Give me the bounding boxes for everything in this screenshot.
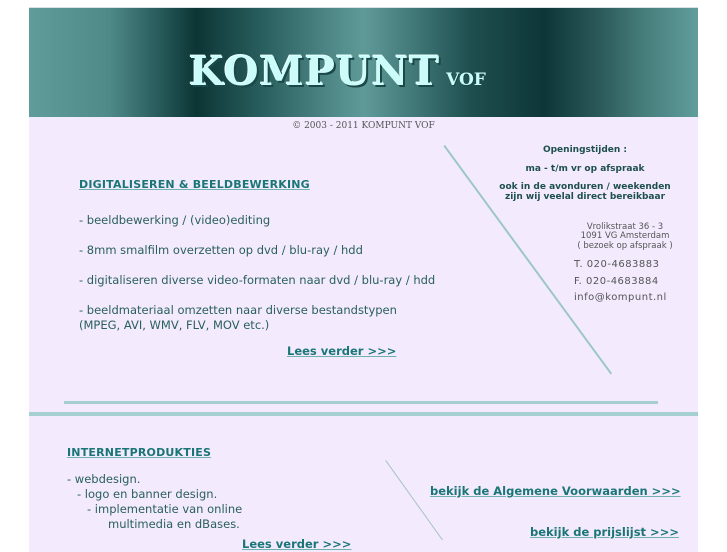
page-container	[29, 7, 698, 552]
address-street: Vrolikstraat 36 - 3	[586, 222, 664, 232]
fax-number: F. 020-4683884	[574, 276, 659, 287]
section-heading-digitaliseren[interactable]: DIGITALISEREN & BEELDBEWERKING	[79, 178, 310, 191]
list-item: - beeldmateriaal omzetten naar diverse bestandstypen	[79, 303, 397, 317]
address-city: 1091 VG Amsterdam	[580, 231, 670, 241]
address-note: ( bezoek op afspraak )	[577, 241, 673, 251]
list-item: - webdesign.	[67, 472, 141, 486]
logo-sub-text: VOF	[446, 70, 486, 90]
divider-thin	[64, 401, 658, 404]
list-item: - 8mm smalfilm overzetten op dvd / blu-ray / hdd	[79, 243, 363, 257]
copyright: © 2003 - 2011 KOMPUNT VOF	[292, 121, 435, 131]
list-item: - digitaliseren diverse video-formaten naar dvd / blu-ray / hdd	[79, 273, 436, 287]
read-more-link-internet[interactable]: Lees verder >>>	[242, 537, 352, 551]
logo-main-text: KOMPUNT	[189, 48, 441, 95]
list-item: - implementatie van online	[87, 502, 243, 516]
opening-hours: ma - t/m vr op afspraak	[525, 164, 645, 174]
section-heading-internetprodukties[interactable]: INTERNETPRODUKTIES	[67, 446, 212, 459]
list-item: - beeldbewerking / (video)editing	[79, 213, 271, 227]
diagonal-divider-small	[385, 460, 443, 540]
list-item: (MPEG, AVI, WMV, FLV, MOV etc.)	[79, 318, 270, 332]
phone-number: T. 020-4683883	[574, 259, 660, 270]
logo	[189, 48, 486, 95]
terms-link[interactable]: bekijk de Algemene Voorwaarden >>>	[430, 484, 681, 498]
opening-hours-title: Openingstijden :	[542, 145, 628, 155]
read-more-link-digitaliseren[interactable]: Lees verder >>>	[287, 344, 397, 358]
availability-line-2: zijn wij veelal direct bereikbaar	[504, 192, 666, 202]
availability-line-1: ook in de avonduren / weekenden	[499, 182, 671, 192]
header-banner	[29, 7, 698, 117]
email-link[interactable]: info@kompunt.nl	[574, 292, 667, 303]
list-item: - logo en banner design.	[77, 487, 218, 501]
list-item: multimedia en dBases.	[108, 517, 240, 531]
pricelist-link[interactable]: bekijk de prijslijst >>>	[530, 525, 679, 539]
divider-thick	[29, 412, 698, 416]
